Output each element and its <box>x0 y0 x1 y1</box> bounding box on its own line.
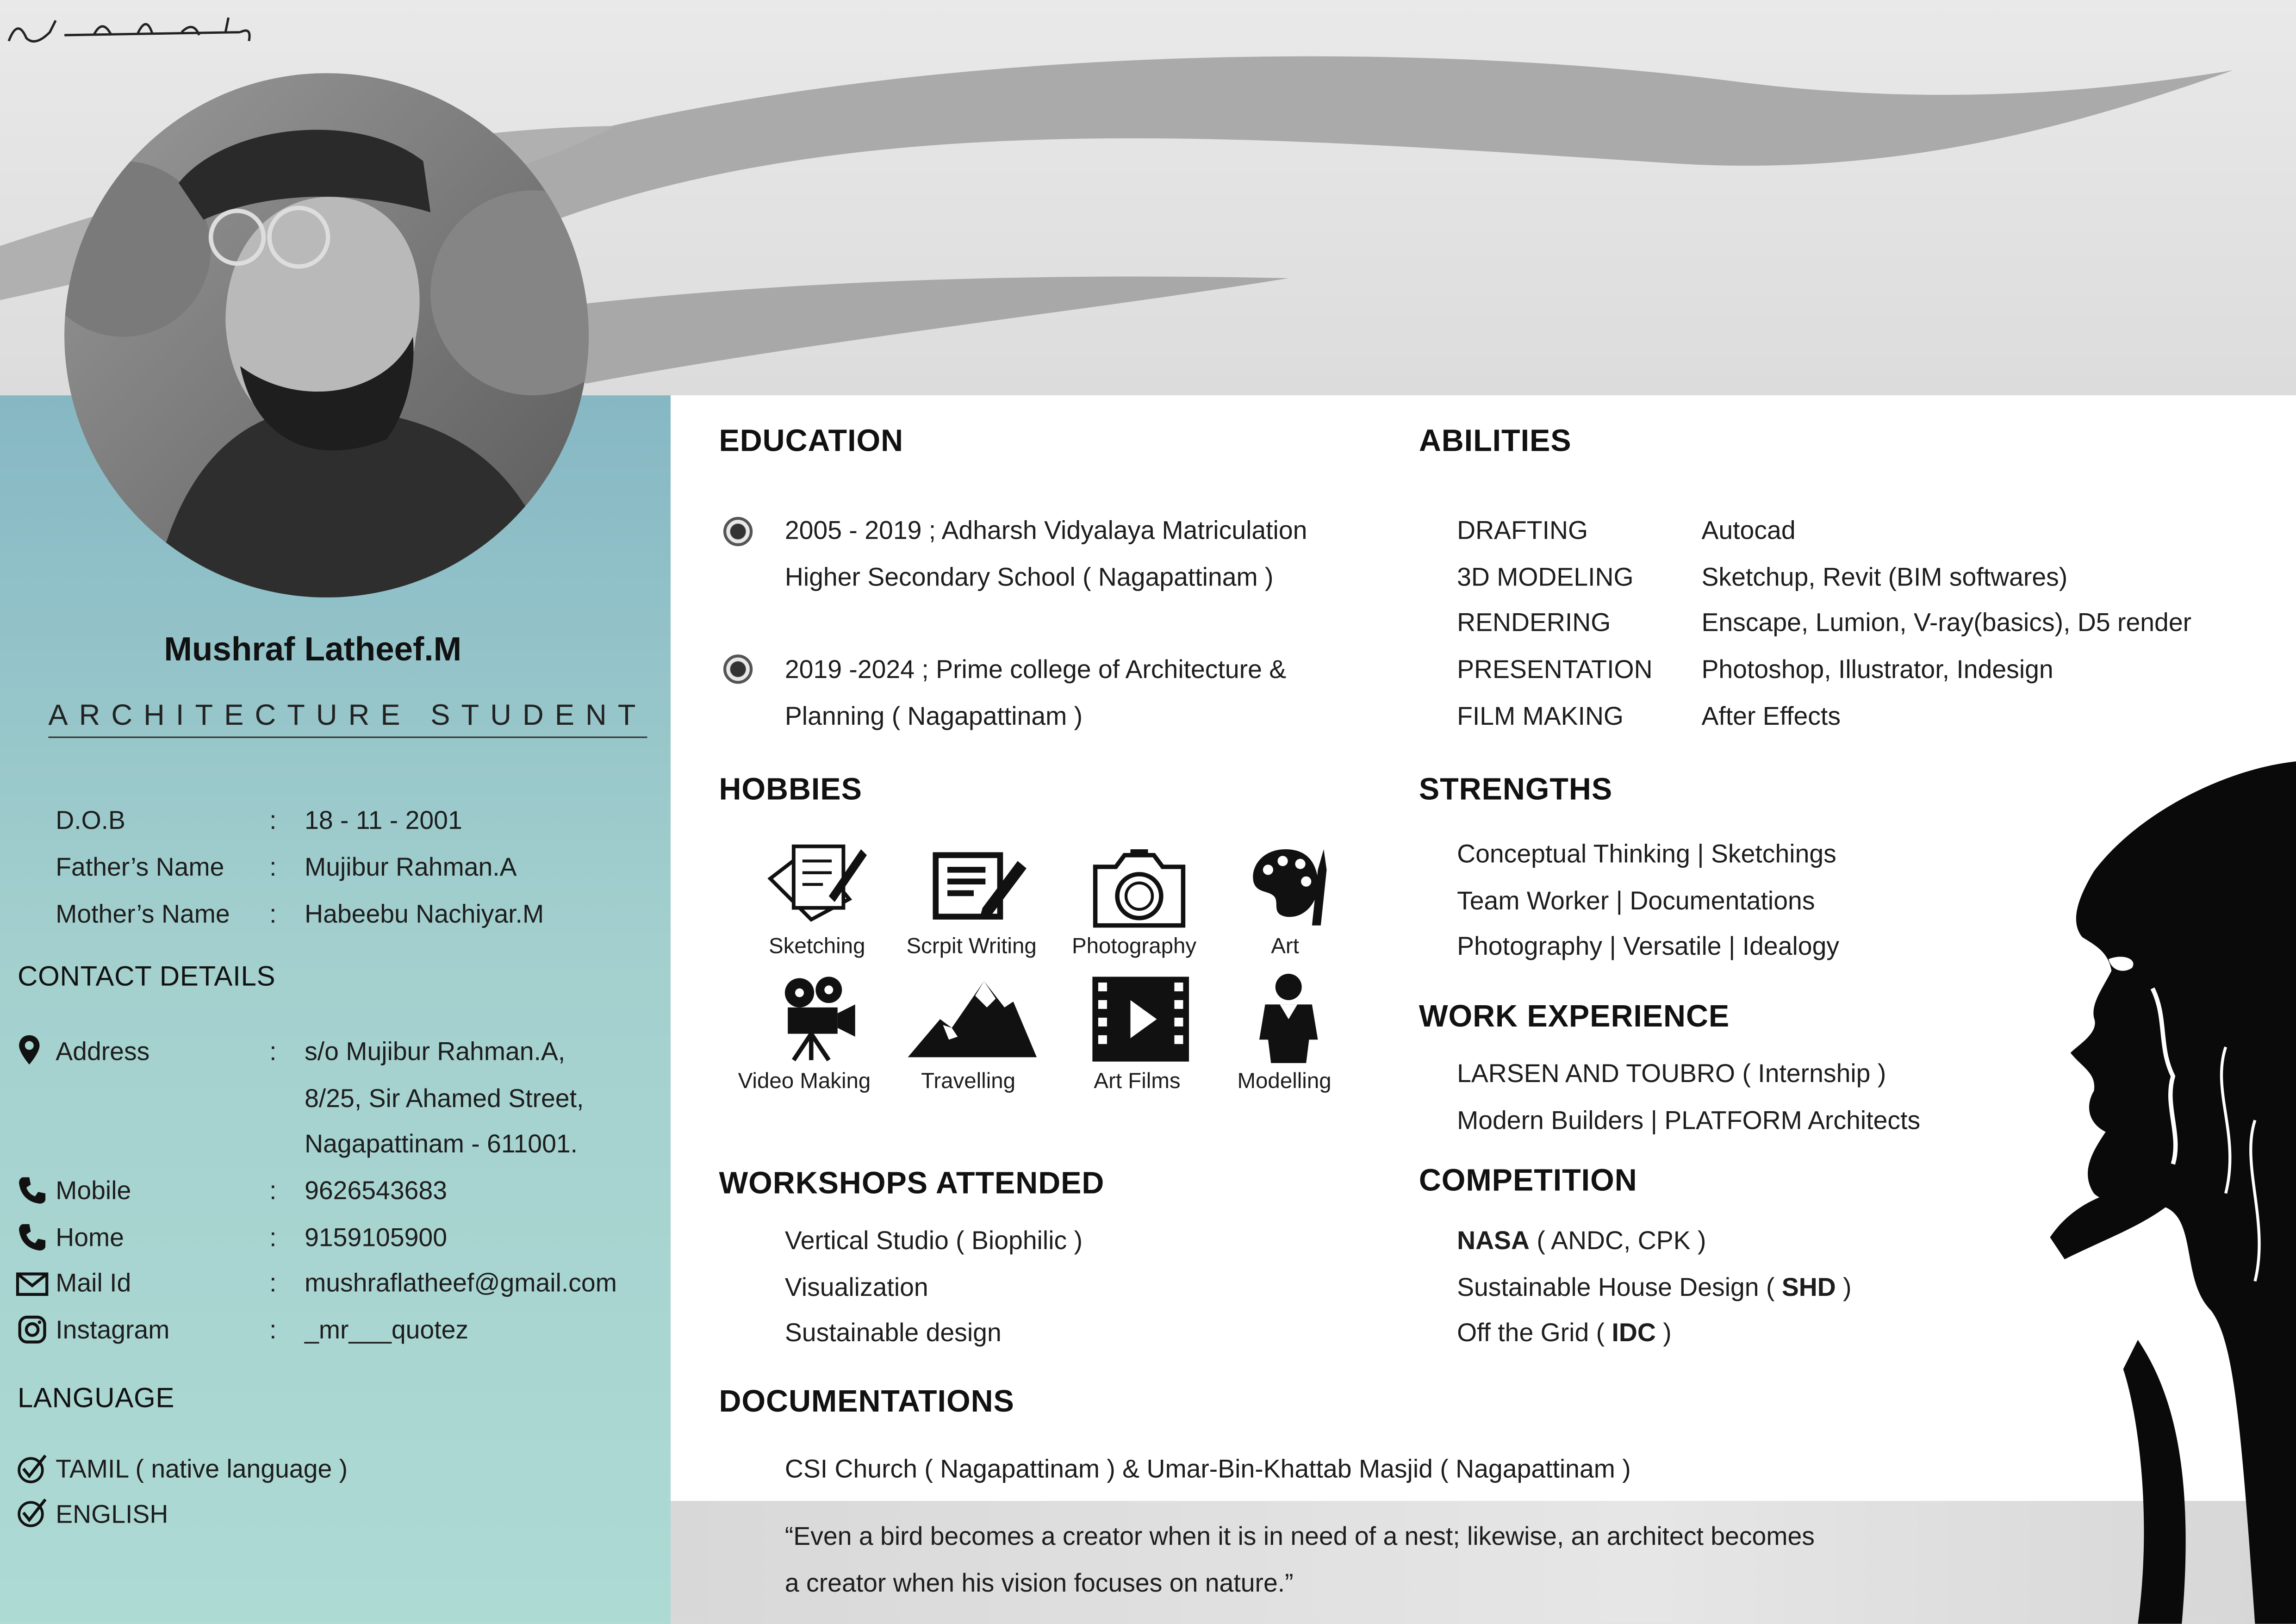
competition-item <box>1457 1272 1852 1303</box>
dob-value: 18 - 11 - 2001 <box>305 805 462 835</box>
strengths-line: Team Worker | Documentations <box>1457 886 1815 915</box>
hobby-label: Modelling <box>1237 1069 1332 1094</box>
competition-bold: SHD <box>1781 1272 1836 1302</box>
competition-bold: NASA <box>1457 1226 1530 1255</box>
instagram-label: Instagram <box>56 1315 170 1344</box>
hobby-label: Video Making <box>738 1069 871 1094</box>
ability-tools: After Effects <box>1701 701 1841 731</box>
address-line-2: 8/25, Sir Ahamed Street, <box>305 1083 584 1113</box>
workshop-item: Vertical Studio ( Biophilic ) <box>784 1226 1083 1255</box>
address-separator: : <box>269 1037 277 1066</box>
dob-label: D.O.B <box>56 805 126 835</box>
instagram-separator: : <box>269 1315 277 1344</box>
check-circle-icon <box>16 1453 49 1485</box>
silhouette-illustration <box>2050 754 2296 1624</box>
mail-icon <box>16 1272 49 1296</box>
hobby-label: Art <box>1271 934 1299 959</box>
mail-value[interactable]: mushraflatheef@gmail.com <box>305 1268 617 1298</box>
workshops-heading: WORKSHOPS ATTENDED <box>719 1167 1105 1201</box>
ability-skill: DRAFTING <box>1457 515 1588 545</box>
competition-item <box>1457 1226 1706 1256</box>
sketching-icon <box>765 840 870 922</box>
education-heading: EDUCATION <box>719 424 904 459</box>
abilities-heading: ABILITIES <box>1419 424 1572 459</box>
home-label: Home <box>56 1222 124 1252</box>
instagram-icon <box>18 1315 47 1344</box>
phone-home-icon <box>16 1221 49 1254</box>
ability-tools: Sketchup, Revit (BIM softwares) <box>1701 562 2068 592</box>
language-heading: LANGUAGE <box>17 1383 175 1415</box>
mother-value: Habeebu Nachiyar.M <box>305 899 544 928</box>
hobby-label: Sketching <box>769 934 865 959</box>
mobile-separator: : <box>269 1176 277 1205</box>
profile-role: ARCHITECTURE STUDENT <box>48 700 647 738</box>
competition-heading: COMPETITION <box>1419 1164 1637 1198</box>
education-item-2-line2: Planning ( Nagapattinam ) <box>784 701 1083 731</box>
competition-item <box>1457 1318 1672 1349</box>
competition-tail: ) <box>1655 1318 1672 1347</box>
strengths-line: Photography | Versatile | Idealogy <box>1457 931 1840 961</box>
education-item-1-line2: Higher Secondary School ( Nagapattinam ) <box>784 562 1274 592</box>
hobby-label: Travelling <box>921 1069 1016 1094</box>
father-separator: : <box>269 852 277 882</box>
ability-skill: PRESENTATION <box>1457 654 1653 684</box>
mountain-icon <box>908 975 1037 1060</box>
ability-tools: Enscape, Lumion, V-ray(basics), D5 render <box>1701 608 2192 637</box>
competition-text: ( ANDC, CPK ) <box>1529 1226 1706 1255</box>
address-label: Address <box>56 1037 150 1066</box>
mail-separator: : <box>269 1268 277 1298</box>
dob-separator: : <box>269 805 277 835</box>
competition-text: Off the Grid ( <box>1457 1318 1612 1347</box>
profile-name: Mushraf Latheef.M <box>164 629 462 668</box>
work-heading: WORK EXPERIENCE <box>1419 1000 1730 1034</box>
mail-label: Mail Id <box>56 1268 131 1298</box>
hobby-label: Photography <box>1071 934 1197 959</box>
contact-heading: CONTACT DETAILS <box>17 962 276 993</box>
mother-separator: : <box>269 899 277 928</box>
education-item-1-line1: 2005 - 2019 ; Adharsh Vidyalaya Matriculation <box>784 515 1307 545</box>
bullet-icon <box>723 654 753 684</box>
ability-skill: FILM MAKING <box>1457 701 1624 731</box>
language-item-english: ENGLISH <box>56 1499 168 1529</box>
ability-tools: Photoshop, Illustrator, Indesign <box>1701 654 2053 684</box>
profile-photo <box>64 73 589 597</box>
home-separator: : <box>269 1222 277 1252</box>
work-line: LARSEN AND TOUBRO ( Internship ) <box>1457 1058 1886 1088</box>
bullet-icon <box>723 517 753 546</box>
location-pin-icon <box>18 1034 41 1066</box>
ability-skill: 3D MODELING <box>1457 562 1634 592</box>
work-line: Modern Builders | PLATFORM Architects <box>1457 1105 1921 1135</box>
father-value: Mujibur Rahman.A <box>305 852 517 882</box>
film-play-icon <box>1092 977 1189 1062</box>
workshop-item: Sustainable design <box>784 1318 1002 1347</box>
palette-icon <box>1248 840 1330 928</box>
mobile-label: Mobile <box>56 1176 131 1205</box>
education-item-2-line1: 2019 -2024 ; Prime college of Architecture & <box>784 654 1287 684</box>
phone-icon <box>16 1174 49 1207</box>
film-camera-icon <box>779 975 858 1063</box>
ability-tools: Autocad <box>1701 515 1796 545</box>
mother-label: Mother’s Name <box>56 899 230 928</box>
address-line-3: Nagapattinam - 611001. <box>305 1129 578 1158</box>
instagram-value[interactable]: _mr___quotez <box>305 1315 469 1344</box>
script-writing-icon <box>933 849 1029 922</box>
calligraphy-logo <box>6 9 258 53</box>
check-circle-icon <box>16 1497 49 1529</box>
father-label: Father’s Name <box>56 852 224 882</box>
competition-text: Sustainable House Design ( <box>1457 1272 1782 1302</box>
mobile-value[interactable]: 9626543683 <box>305 1176 448 1205</box>
home-value[interactable]: 9159105900 <box>305 1222 448 1252</box>
workshop-item: Visualization <box>784 1272 928 1302</box>
documentations-text: CSI Church ( Nagapattinam ) & Umar-Bin-Khattab Masjid ( Nagapattinam ) <box>784 1454 1631 1484</box>
quote-line-1: “Even a bird becomes a creator when it is in need of a nest; likewise, an architect becomes <box>784 1521 1815 1551</box>
address-line-1: s/o Mujibur Rahman.A, <box>305 1037 566 1066</box>
competition-bold: IDC <box>1612 1318 1656 1347</box>
ability-skill: RENDERING <box>1457 608 1611 637</box>
person-icon <box>1253 972 1324 1063</box>
strengths-line: Conceptual Thinking | Sketchings <box>1457 839 1836 869</box>
strengths-heading: STRENGTHS <box>1419 773 1613 807</box>
hobby-label: Art Films <box>1094 1069 1181 1094</box>
language-item-tamil: TAMIL ( native language ) <box>56 1454 348 1484</box>
camera-icon <box>1089 849 1189 931</box>
quote-line-2: a creator when his vision focuses on nature.” <box>784 1568 1294 1598</box>
hobbies-heading: HOBBIES <box>719 773 862 807</box>
hobby-label: Scrpit Writing <box>906 934 1037 959</box>
documentations-heading: DOCUMENTATIONS <box>719 1385 1014 1419</box>
competition-tail: ) <box>1836 1272 1852 1302</box>
